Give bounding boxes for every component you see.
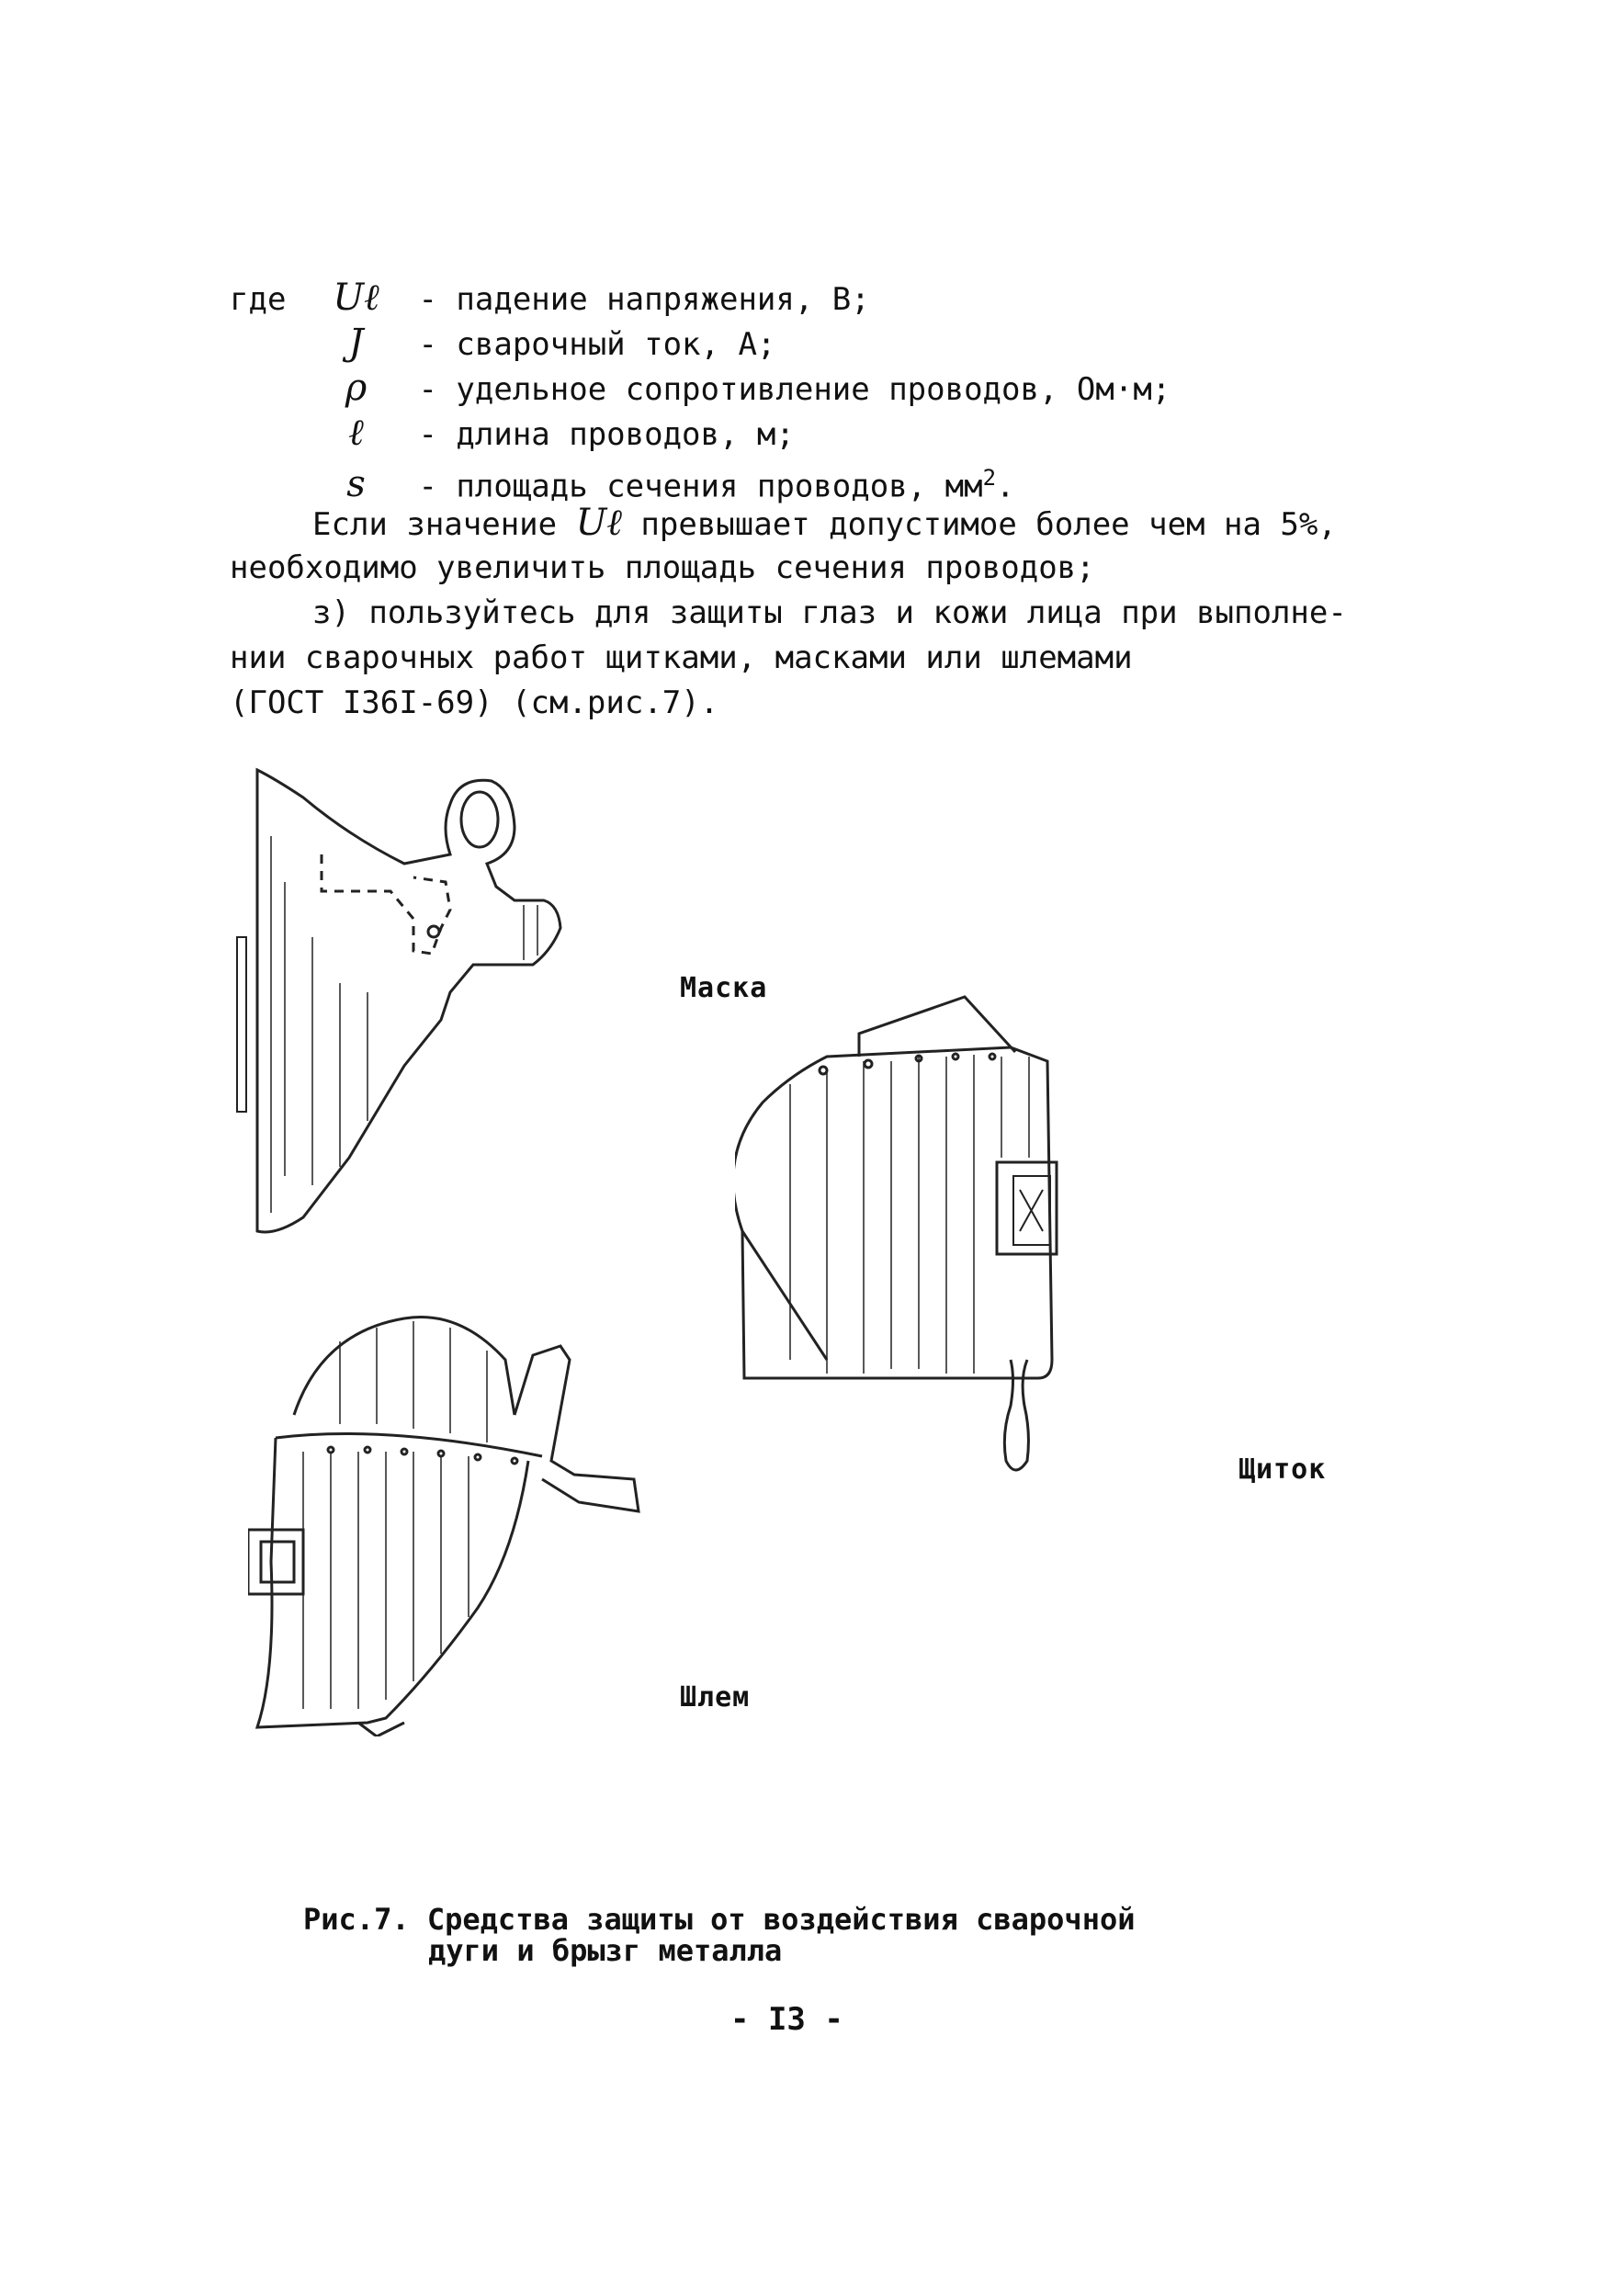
symbol-section: s: [346, 463, 366, 506]
legend-text-3: - удельное сопротивление проводов, Ом·м;: [400, 371, 1171, 408]
superscript-2: 2: [982, 465, 997, 491]
para1-text-b: превышает допустимое более чем на 5%,: [621, 506, 1337, 543]
paragraph-2-line-3: (ГОСТ I36I-69) (см.рис.7).: [230, 684, 719, 721]
figure-welding-protection: [221, 753, 1360, 1838]
formula-legend-line-1: [230, 276, 1387, 321]
lead-word: где: [230, 281, 287, 318]
legend-text-2: - сварочный ток, А;: [400, 326, 776, 363]
paragraph-1-line-2: необходимо увеличить площадь сечения проводов;: [230, 549, 1095, 586]
legend-text-1: - падение напряжения, В;: [400, 281, 870, 318]
para1-symbol: Uℓ: [575, 502, 622, 544]
legend-text-5-end: .: [996, 468, 1015, 505]
shield-illustration: [735, 992, 1121, 1507]
legend-text-4: - длина проводов, м;: [400, 416, 795, 453]
page-number: - I3 -: [730, 2001, 843, 2038]
body-text: [230, 276, 1387, 726]
paragraph-2-line-2: нии сварочных работ щитками, масками или шлемами: [230, 639, 1133, 676]
symbol-voltage-drop: Uℓ: [333, 277, 379, 319]
formula-legend-line-3: [230, 366, 1387, 411]
figure-caption: [303, 1904, 1268, 1966]
symbol-resistivity: ρ: [345, 367, 368, 409]
label-mask: Маска: [680, 972, 768, 1004]
caption-line-2: дуги и брызг металла: [428, 1933, 783, 1968]
formula-legend-line-5: [230, 456, 1387, 506]
label-shield: Щиток: [1238, 1453, 1327, 1486]
symbol-length: ℓ: [348, 412, 364, 454]
helmet-illustration: [248, 1305, 671, 1736]
paragraph-2-line-1: з) пользуйтесь для защиты глаз и кожи лица при выполне-: [312, 594, 1347, 631]
label-helmet: Шлем: [680, 1681, 751, 1714]
legend-text-5: - площадь сечения проводов, мм: [400, 468, 983, 505]
caption-line-1: Рис.7. Средства защиты от воздействия сварочной: [303, 1902, 1136, 1937]
symbol-current: J: [348, 322, 364, 364]
paragraph-1-line-1: [230, 501, 1387, 546]
formula-legend-line-4: [230, 411, 1387, 456]
formula-legend-line-2: [230, 321, 1387, 366]
para1-text-a: Если значение: [312, 506, 576, 543]
mask-illustration: [221, 753, 606, 1250]
